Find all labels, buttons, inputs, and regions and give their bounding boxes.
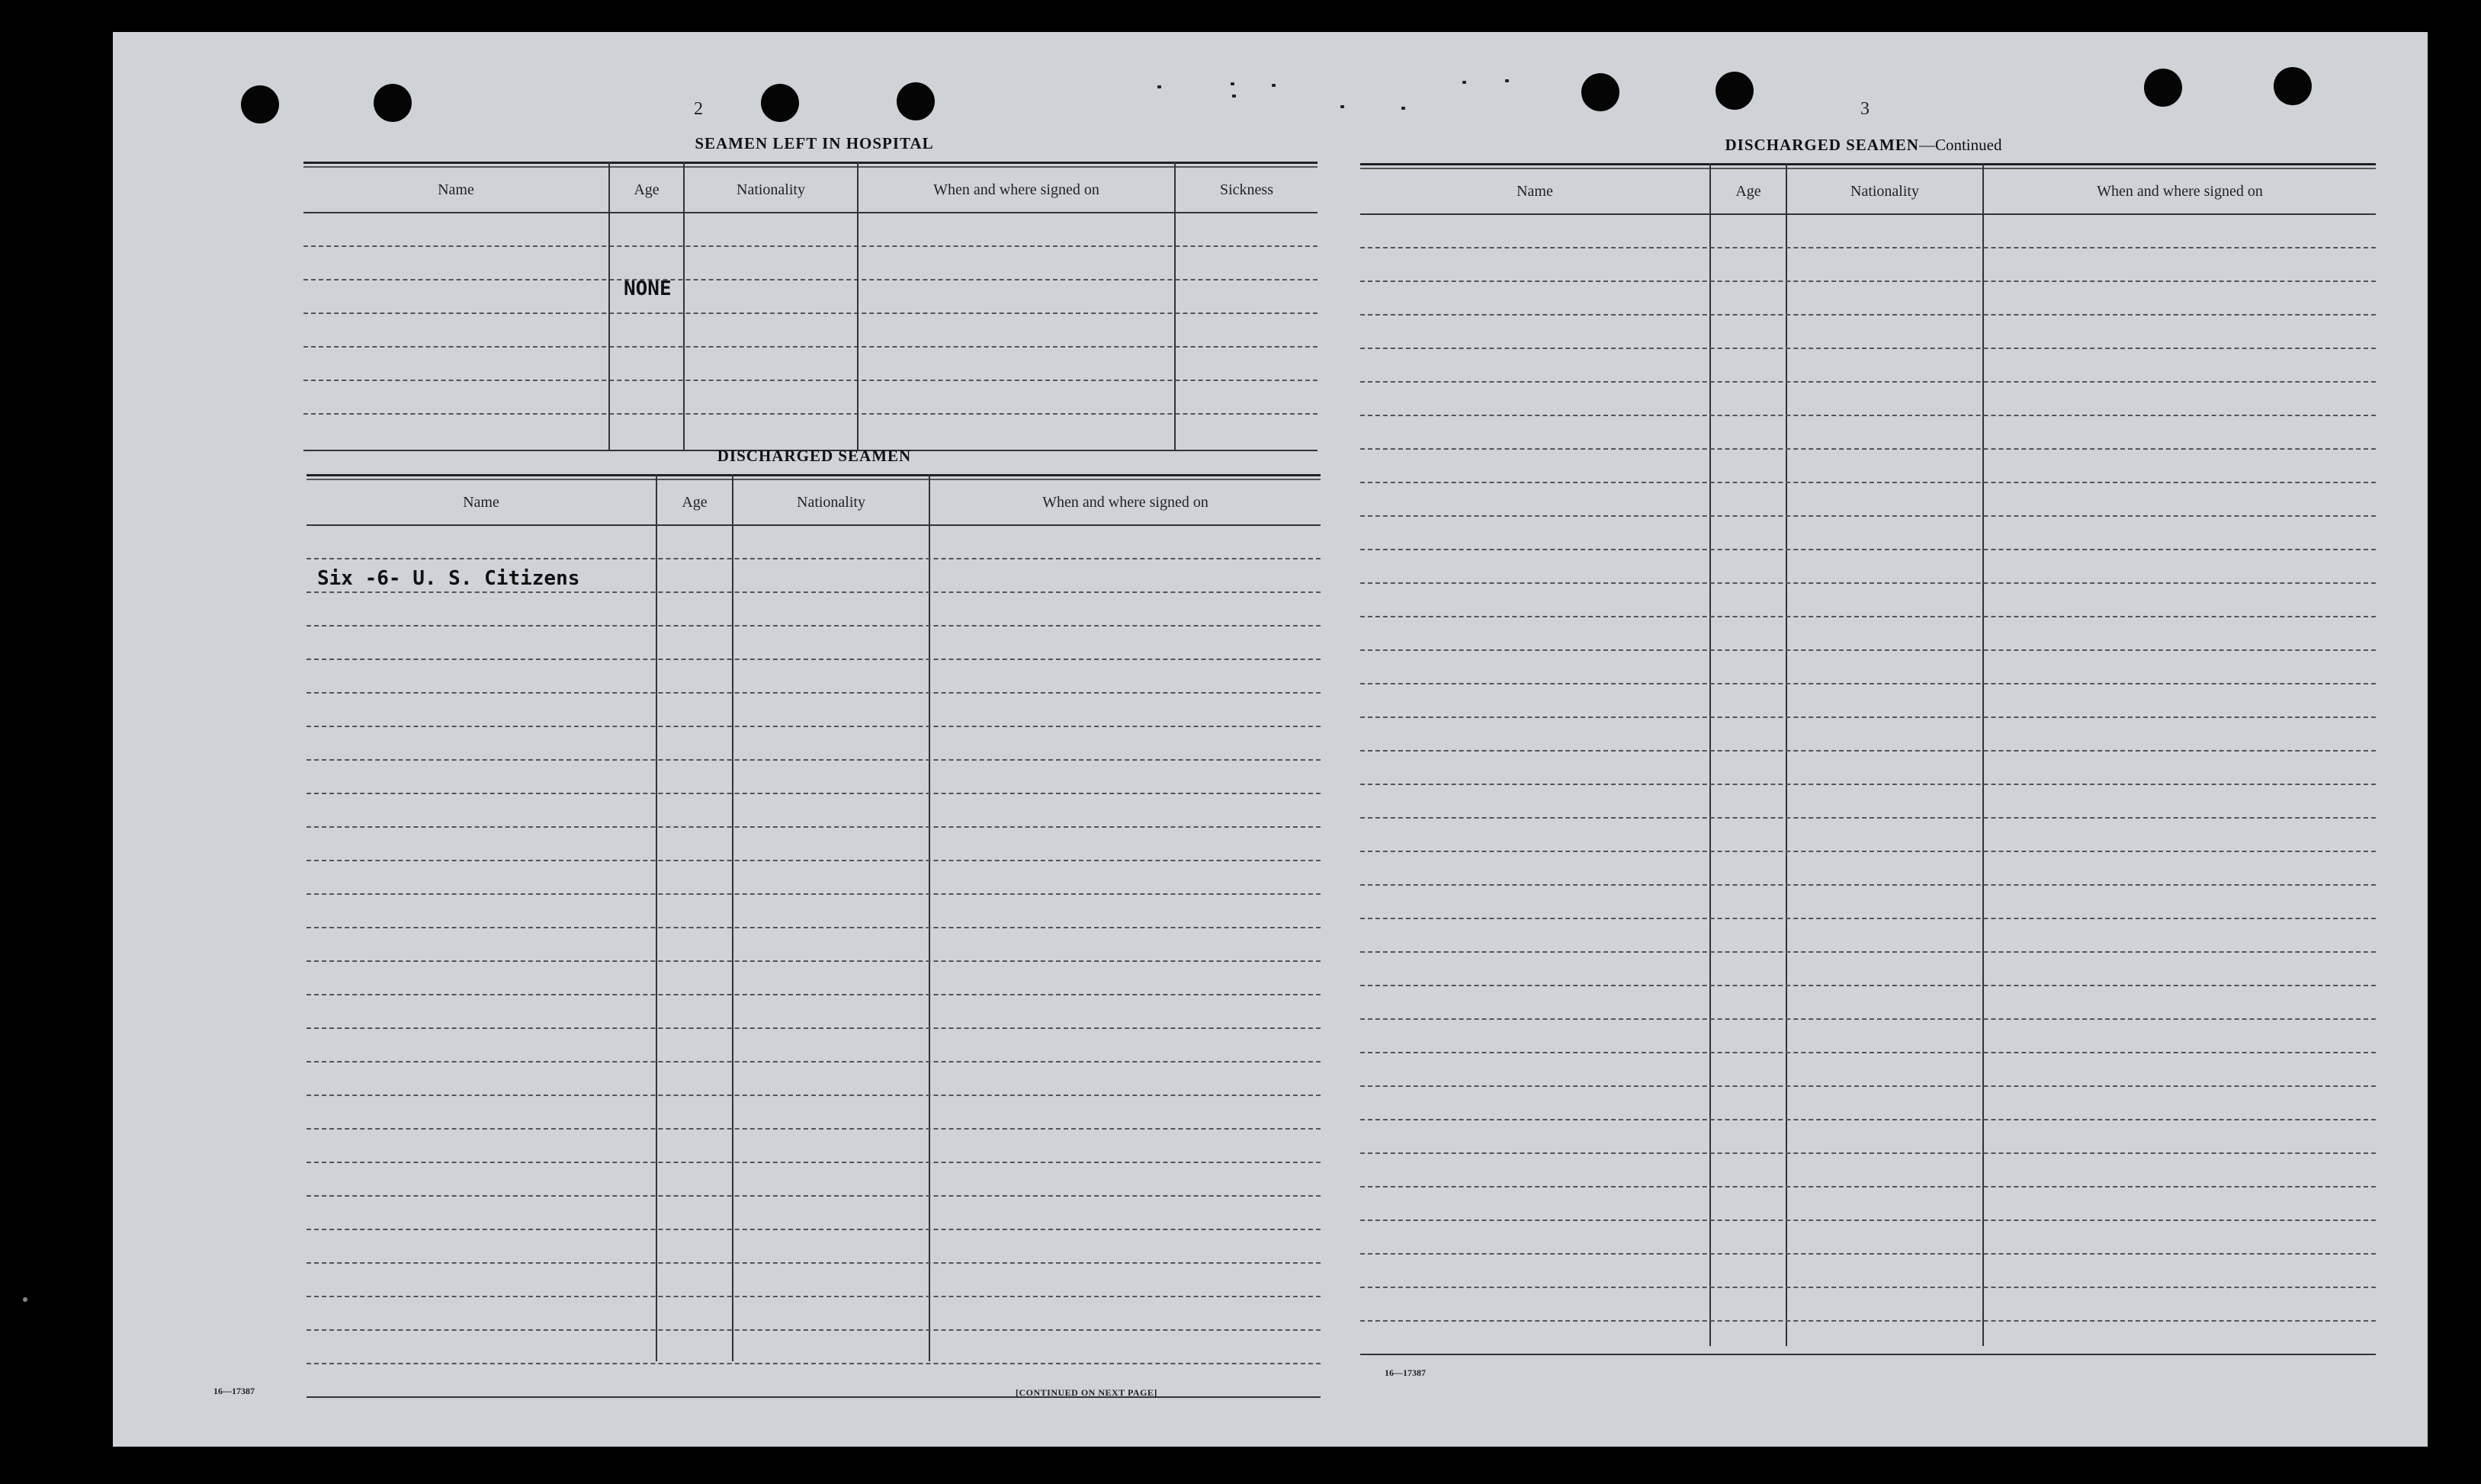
ruled-line xyxy=(307,1095,1321,1096)
ruled-line xyxy=(307,1027,1321,1029)
hospital-col-nationality: Nationality xyxy=(737,181,805,198)
ruled-line xyxy=(307,726,1321,727)
hospital-none-entry: NONE xyxy=(624,277,672,300)
hospital-table-body xyxy=(303,212,1318,459)
ruled-line xyxy=(307,1329,1321,1331)
discharged-continued-title xyxy=(1673,136,2054,155)
punch-hole xyxy=(761,84,799,122)
ruled-line xyxy=(1360,247,2376,248)
ruled-line xyxy=(307,625,1321,627)
ruled-line xyxy=(1360,1085,2376,1087)
hospital-table-header xyxy=(303,162,1318,212)
ruled-line xyxy=(1360,985,2376,986)
ruled-line xyxy=(1360,750,2376,752)
ruled-line xyxy=(307,1128,1321,1130)
ruled-line xyxy=(1360,616,2376,617)
ruled-line xyxy=(307,1229,1321,1230)
ruled-line xyxy=(307,659,1321,660)
ruled-line xyxy=(1360,683,2376,684)
ruled-line xyxy=(1360,851,2376,852)
punch-hole xyxy=(1581,73,1619,111)
discharged-table-header xyxy=(307,474,1321,524)
ruled-line xyxy=(1360,280,2376,282)
continued-col-when-where: When and where signed on xyxy=(2097,182,2263,200)
hospital-section-title: SEAMEN LEFT IN HOSPITAL xyxy=(695,134,934,152)
discharged-col-age: Age xyxy=(682,493,708,511)
page-number-left: 2 xyxy=(694,99,703,119)
ruled-line xyxy=(1360,415,2376,416)
document-spread xyxy=(113,32,2428,1447)
punch-hole xyxy=(1716,72,1754,110)
ruled-line xyxy=(1360,1253,2376,1255)
ruled-line xyxy=(307,1363,1321,1364)
ruled-line xyxy=(307,1195,1321,1197)
ruled-line xyxy=(1360,213,2376,215)
discharged-table-body xyxy=(307,524,1321,1412)
ruled-line xyxy=(1360,1152,2376,1154)
ruled-line xyxy=(1360,918,2376,919)
ruled-line xyxy=(307,1162,1321,1163)
hospital-col-sickness: Sickness xyxy=(1220,181,1273,198)
ruled-line xyxy=(307,1396,1321,1398)
scan-artifact xyxy=(23,1297,27,1302)
ruled-line xyxy=(1360,582,2376,584)
continued-col-nationality: Nationality xyxy=(1850,182,1919,200)
continued-table-body xyxy=(1360,213,2376,1396)
ruled-line xyxy=(307,793,1321,794)
form-number-left: 16—17387 xyxy=(213,1386,255,1396)
punch-hole xyxy=(2144,69,2182,107)
ruled-line xyxy=(307,692,1321,694)
ruled-line xyxy=(1360,348,2376,349)
continued-table-header xyxy=(1360,163,2376,213)
ruled-line xyxy=(307,591,1321,593)
ruled-line xyxy=(1360,1018,2376,1020)
ruled-line xyxy=(1360,1119,2376,1120)
punch-hole xyxy=(897,82,935,120)
ruled-line xyxy=(1360,515,2376,517)
ruled-line xyxy=(307,1061,1321,1063)
ruled-line xyxy=(1360,448,2376,450)
continued-note: [CONTINUED ON NEXT PAGE] xyxy=(1016,1387,1157,1398)
ruled-line xyxy=(1360,1287,2376,1288)
discharged-col-when-where: When and where signed on xyxy=(1042,493,1208,511)
ruled-line xyxy=(1360,381,2376,383)
continued-suffix: —Continued xyxy=(1918,136,2002,154)
ruled-line xyxy=(1360,784,2376,785)
ruled-line xyxy=(1360,649,2376,651)
ruled-line xyxy=(307,826,1321,828)
hospital-col-when-where: When and where signed on xyxy=(933,181,1099,198)
ruled-line xyxy=(307,558,1321,559)
hospital-col-name: Name xyxy=(438,181,474,198)
punch-hole xyxy=(241,85,279,123)
ruled-line xyxy=(1360,1220,2376,1221)
hospital-col-age: Age xyxy=(634,181,660,198)
continued-col-age: Age xyxy=(1735,182,1761,200)
ruled-line xyxy=(307,1296,1321,1297)
discharged-continued-title-bold: DISCHARGED SEAMEN xyxy=(1725,136,1919,154)
ruled-line xyxy=(307,1262,1321,1264)
ruled-line xyxy=(307,994,1321,995)
ruled-line xyxy=(1360,817,2376,819)
punch-hole xyxy=(2274,67,2312,105)
discharged-section-title: DISCHARGED SEAMEN xyxy=(717,447,912,465)
form-number-right: 16—17387 xyxy=(1385,1367,1426,1378)
ruled-line xyxy=(307,860,1321,861)
continued-col-name: Name xyxy=(1517,182,1553,200)
ruled-line xyxy=(1360,549,2376,550)
ruled-line xyxy=(1360,314,2376,316)
page-number-right: 3 xyxy=(1860,99,1870,119)
ruled-line xyxy=(307,524,1321,526)
punch-hole xyxy=(374,84,412,122)
ruled-line xyxy=(307,927,1321,928)
discharged-entry-text: Six -6- U. S. Citizens xyxy=(317,567,580,590)
ruled-line xyxy=(1360,1186,2376,1188)
ruled-line xyxy=(1360,951,2376,953)
discharged-col-name: Name xyxy=(463,493,499,511)
ruled-line xyxy=(1360,716,2376,718)
discharged-col-nationality: Nationality xyxy=(797,493,865,511)
ruled-line xyxy=(307,960,1321,962)
ruled-line xyxy=(307,893,1321,895)
ruled-line xyxy=(1360,1052,2376,1053)
ruled-line xyxy=(1360,482,2376,483)
ruled-line xyxy=(307,759,1321,761)
ruled-line xyxy=(1360,884,2376,886)
ruled-line xyxy=(1360,1354,2376,1355)
ruled-line xyxy=(1360,1320,2376,1322)
